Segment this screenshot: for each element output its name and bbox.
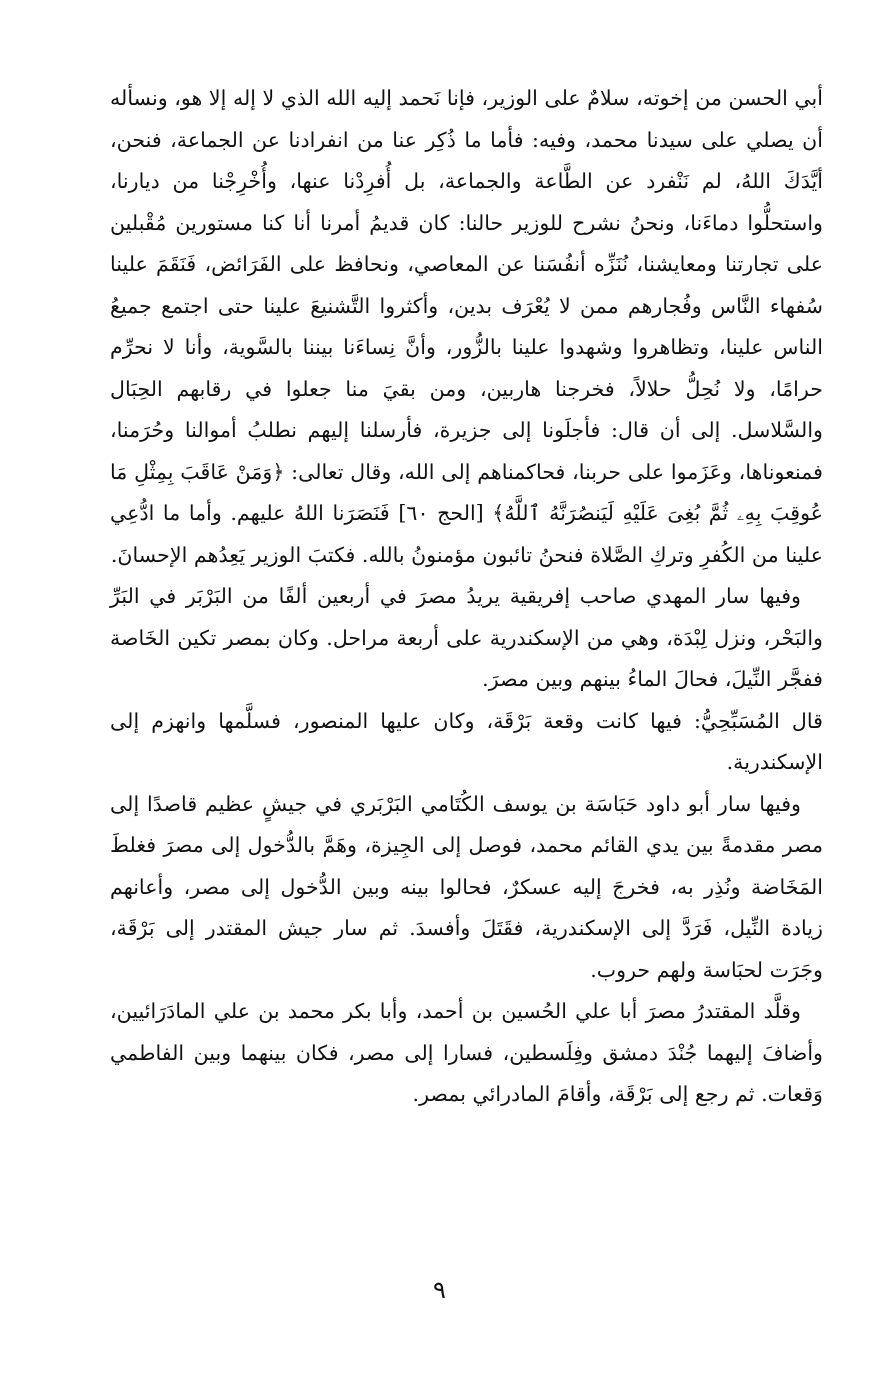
paragraph-4: وفيها سار أبو داود حَبَاسَة بن يوسف الكُتَامي البَرْبَري في جيشٍ عظيم قاصدًا إلى مصر مقدمةً بين يدي القائم محمد، فوصل إلى الجِيزة، وهَمَّ بالدُّخول إلى مصرَ فغلطَ المَخَاضة ونُذِر به، فخرجَ إليه عسكرٌ، فحالوا بينه وبين الدُّخول إلى مصر، وأعانهم زيادة النِّيل، فَرَدَّ إلى الإسكندرية، فقَتَلَ وأفسدَ. ثم سار جيش المقتدر إلى بَرْقَة، وجَرَت لحبَاسة ولهم حروب. bbox=[110, 791, 823, 982]
page-body bbox=[110, 78, 823, 1116]
paragraph-5: وقلَّد المقتدرُ مصرَ أبا علي الحُسين بن أحمد، وأبا بكر محمد بن علي المادَرَائيين، وأضافَ إليهما جُنْدَ دمشق وفِلَسطين، فسارا إلى مصر، فكان بينهما وبين الفاطمي وَقعات. ثم رجع إلى بَرْقَة، وأقامَ المادرائي بمصر. bbox=[110, 999, 823, 1106]
page-number: ٩ bbox=[433, 1276, 446, 1304]
paragraph-2: وفيها سار المهدي صاحب إفريقية يريدُ مصرَ في أربعين ألفًا من البَرْبَر في البَرِّ والبَحْر، ونزل لِبْدَة، وهي من الإسكندرية على أربعة مراحل. وكان بمصر تكين الخَاصة ففجَّر النِّيلَ، فحالَ الماءُ بينهم وبين مصرَ. bbox=[110, 584, 823, 691]
paragraph-1: أبي الحسن من إخوته، سلامٌ على الوزير، فإنا نَحمد إليه الله الذي لا إله إلا هو، ونسأله أن يصلي على سيدنا محمد، وفيه: فأما ما ذُكِر عنا من انفرادنا عن الجماعة، فنحن، أيَّدَكَ اللهُ، لم نَنْفرد عن الطَّاعة والجماعة، بل أُفرِدْنا عنها، وأُخْرِجْنا من ديارنا، واستحلُّوا دماءَنا، ونحنُ نشرح للوزير حالنا: كان قديمُ أمرنا أنا كنا مستورين مُقْبلين على تجارتنا ومعايشنا، نُنَزِّه أنفُسَنا عن المعاصي، ونحافظ على الفَرَائض، فَنَقَمَ علينا سُفهاء النَّاس وفُجارهم ممن لا يُعْرَف بدين، وأكثروا التَّشنيعَ علينا حتى اجتمع جميعُ الناس علينا، وتظاهروا وشهدوا علينا بالزُّور، وأنَّ نِساءَنا بيننا بالسَّوية، وأنا لا نحرِّم حرامًا، ولا نُحِلُّ حلالاً، فخرجنا هاربين، ومن بقيَ منا جعلوا في رقابهم الحِبَال والسَّلاسل. إلى أن قال: فأجلَونا إلى جزيرة، فأرسلنا إليهم نطلبُ أموالنا وحُرَمنا، فمنعوناها، وعَزَموا على حربنا، فحاكمناهم إلى الله، وقال تعالى: ﴿وَمَنْ عَاقَبَ بِمِثْلِ مَا عُوقِبَ بِهِۦ ثُمَّ بُغِىَ عَلَيْهِ لَيَنصُرَنَّهُ ٱللَّهُ﴾ [الحج ٦٠] فَنَصَرَنا اللهُ عليهم. وأما ما ادُّعِي علينا من الكُفرِ وتركِ الصَّلاة فنحنُ تائبون مؤمنونُ بالله. فكتبَ الوزير يَعِدُهم الإحسانَ. bbox=[110, 86, 824, 567]
paragraph-3: قال المُسَبِّحِيُّ: فيها كانت وقعة بَرْقَة، وكان عليها المنصور، فسلَّمها وانهزم إلى الإسكندرية. bbox=[110, 708, 823, 774]
